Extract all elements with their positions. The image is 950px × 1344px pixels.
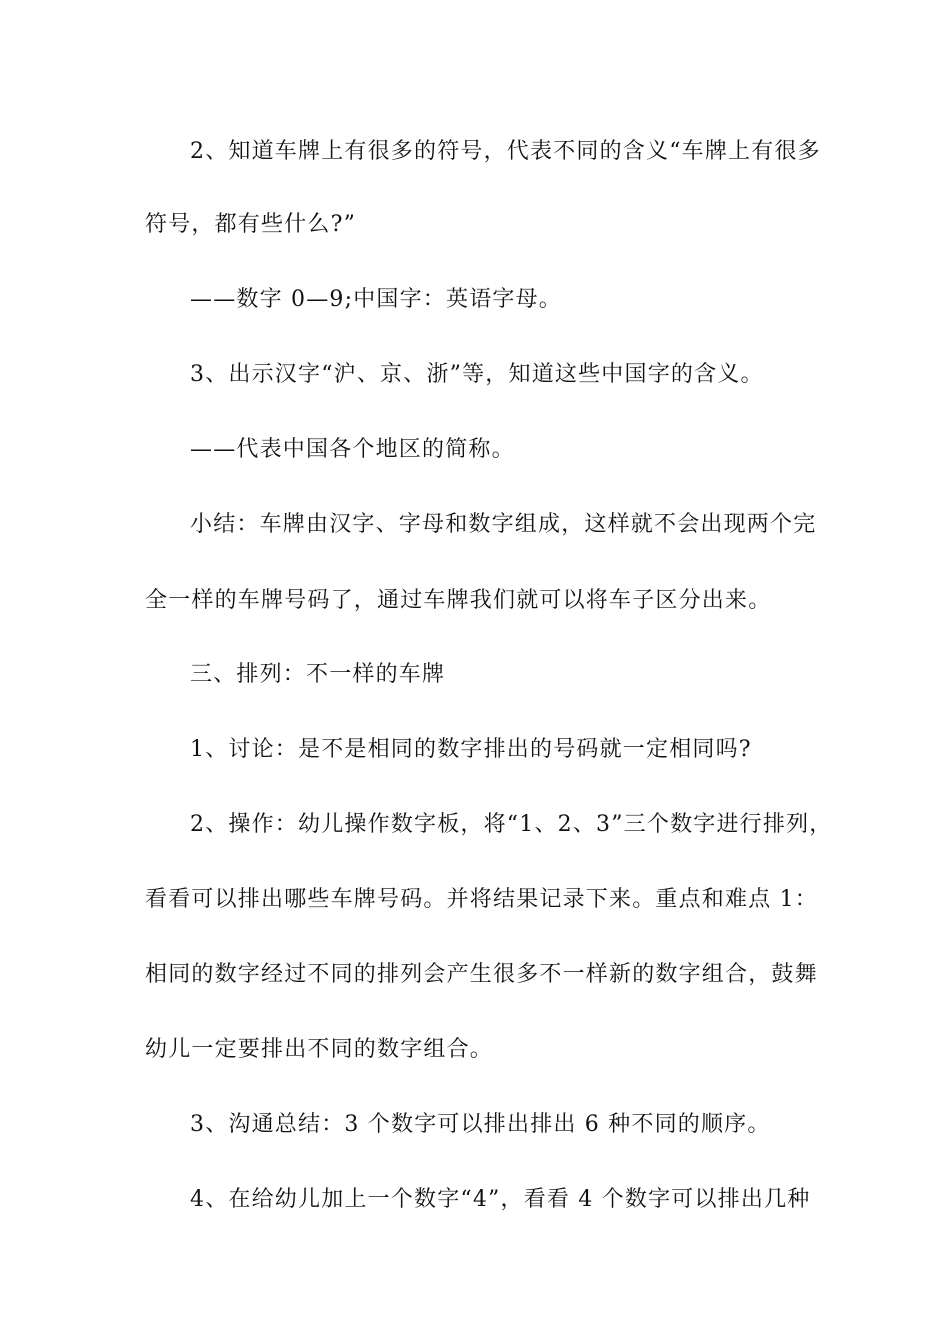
paragraph-line: 看看可以排出哪些车牌号码。并将结果记录下来。重点和难点 1：: [145, 887, 818, 912]
paragraph-line: ——代表中国各个地区的简称。: [190, 437, 515, 462]
paragraph-line: 4、在给幼儿加上一个数字“4”，看看 4 个数字可以排出几种: [190, 1187, 811, 1212]
paragraph-line: 相同的数字经过不同的排列会产生很多不一样新的数字组合，鼓舞: [145, 962, 818, 987]
paragraph-line: 2、知道车牌上有很多的符号，代表不同的含义“车牌上有很多: [190, 139, 821, 164]
paragraph-line: 全一样的车牌号码了，通过车牌我们就可以将车子区分出来。: [145, 588, 772, 613]
paragraph-line: 3、沟通总结：3 个数字可以排出排出 6 种不同的顺序。: [190, 1112, 771, 1137]
paragraph-line: 2、操作：幼儿操作数字板，将“1、2、3”三个数字进行排列，: [190, 812, 833, 837]
paragraph-line: 符号，都有些什么?”: [145, 212, 357, 237]
paragraph-line: 小结：车牌由汉字、字母和数字组成，这样就不会出现两个完: [190, 512, 817, 537]
paragraph-line: 3、出示汉字“沪、京、浙”等，知道这些中国字的含义。: [190, 362, 764, 387]
section-heading: 三、排列：不一样的车牌: [190, 662, 446, 687]
paragraph-line: 1、讨论：是不是相同的数字排出的号码就一定相同吗?: [190, 737, 752, 762]
paragraph-line: 幼儿一定要排出不同的数字组合。: [145, 1037, 494, 1062]
paragraph-line: ——数字 0—9;中国字：英语字母。: [190, 287, 563, 312]
